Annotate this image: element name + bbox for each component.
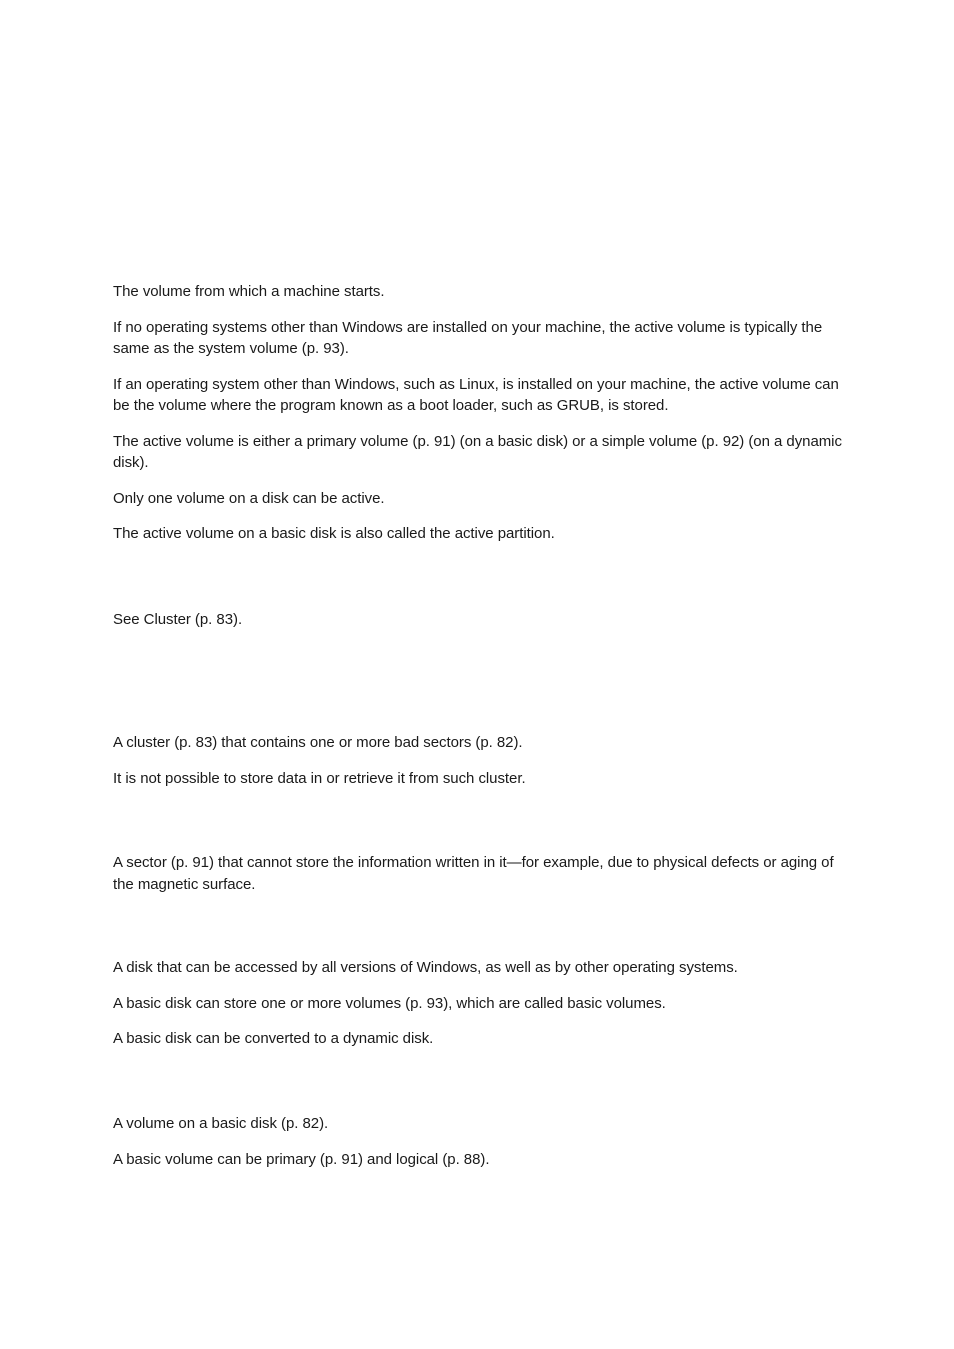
paragraph: A cluster (p. 83) that contains one or more bad sectors (p. 82).: [113, 734, 523, 751]
paragraph: The volume from which a machine starts.: [113, 283, 385, 300]
glossary-entry-active-volume: [113, 281, 843, 545]
paragraph: A sector (p. 91) that cannot store the information written in it—for example, due to physical defects or aging of the magnetic surface.: [113, 854, 834, 893]
paragraph: It is not possible to store data in or retrieve it from such cluster.: [113, 769, 526, 787]
paragraph: A basic disk can store one or more volumes (p. 93), which are called basic volumes.: [113, 994, 666, 1012]
paragraph: If no operating systems other than Windows are installed on your machine, the active volume is typically the same as the system volume (p. 93).: [113, 318, 823, 357]
paragraph: If an operating system other than Windows, such as Linux, is installed on your machine, the active volume can be the volume where the program known as a boot loader, such as GRUB, is stored.: [113, 375, 839, 414]
glossary-entry-bad-cluster: [113, 732, 843, 789]
glossary-entry-bad-sector: [113, 852, 843, 895]
paragraph: A basic volume can be primary (p. 91) and logical (p. 88).: [113, 1150, 490, 1168]
paragraph: Only one volume on a disk can be active.: [113, 489, 385, 507]
glossary-entry-basic-disk: [113, 957, 843, 1050]
paragraph: A basic disk can be converted to a dynamic disk.: [113, 1030, 434, 1047]
glossary-entry-allocation-unit: [113, 609, 843, 631]
glossary-entry-basic-volume: [113, 1113, 843, 1170]
paragraph: A volume on a basic disk (p. 82).: [113, 1115, 329, 1132]
paragraph: The active volume on a basic disk is also called the active partition.: [113, 525, 555, 542]
paragraph: A disk that can be accessed by all versions of Windows, as well as by other operating systems.: [113, 959, 738, 976]
paragraph: See Cluster (p. 83).: [113, 611, 243, 628]
paragraph: The active volume is either a primary volume (p. 91) (on a basic disk) or a simple volume (p. 92) (on a dynamic disk).: [113, 432, 842, 471]
